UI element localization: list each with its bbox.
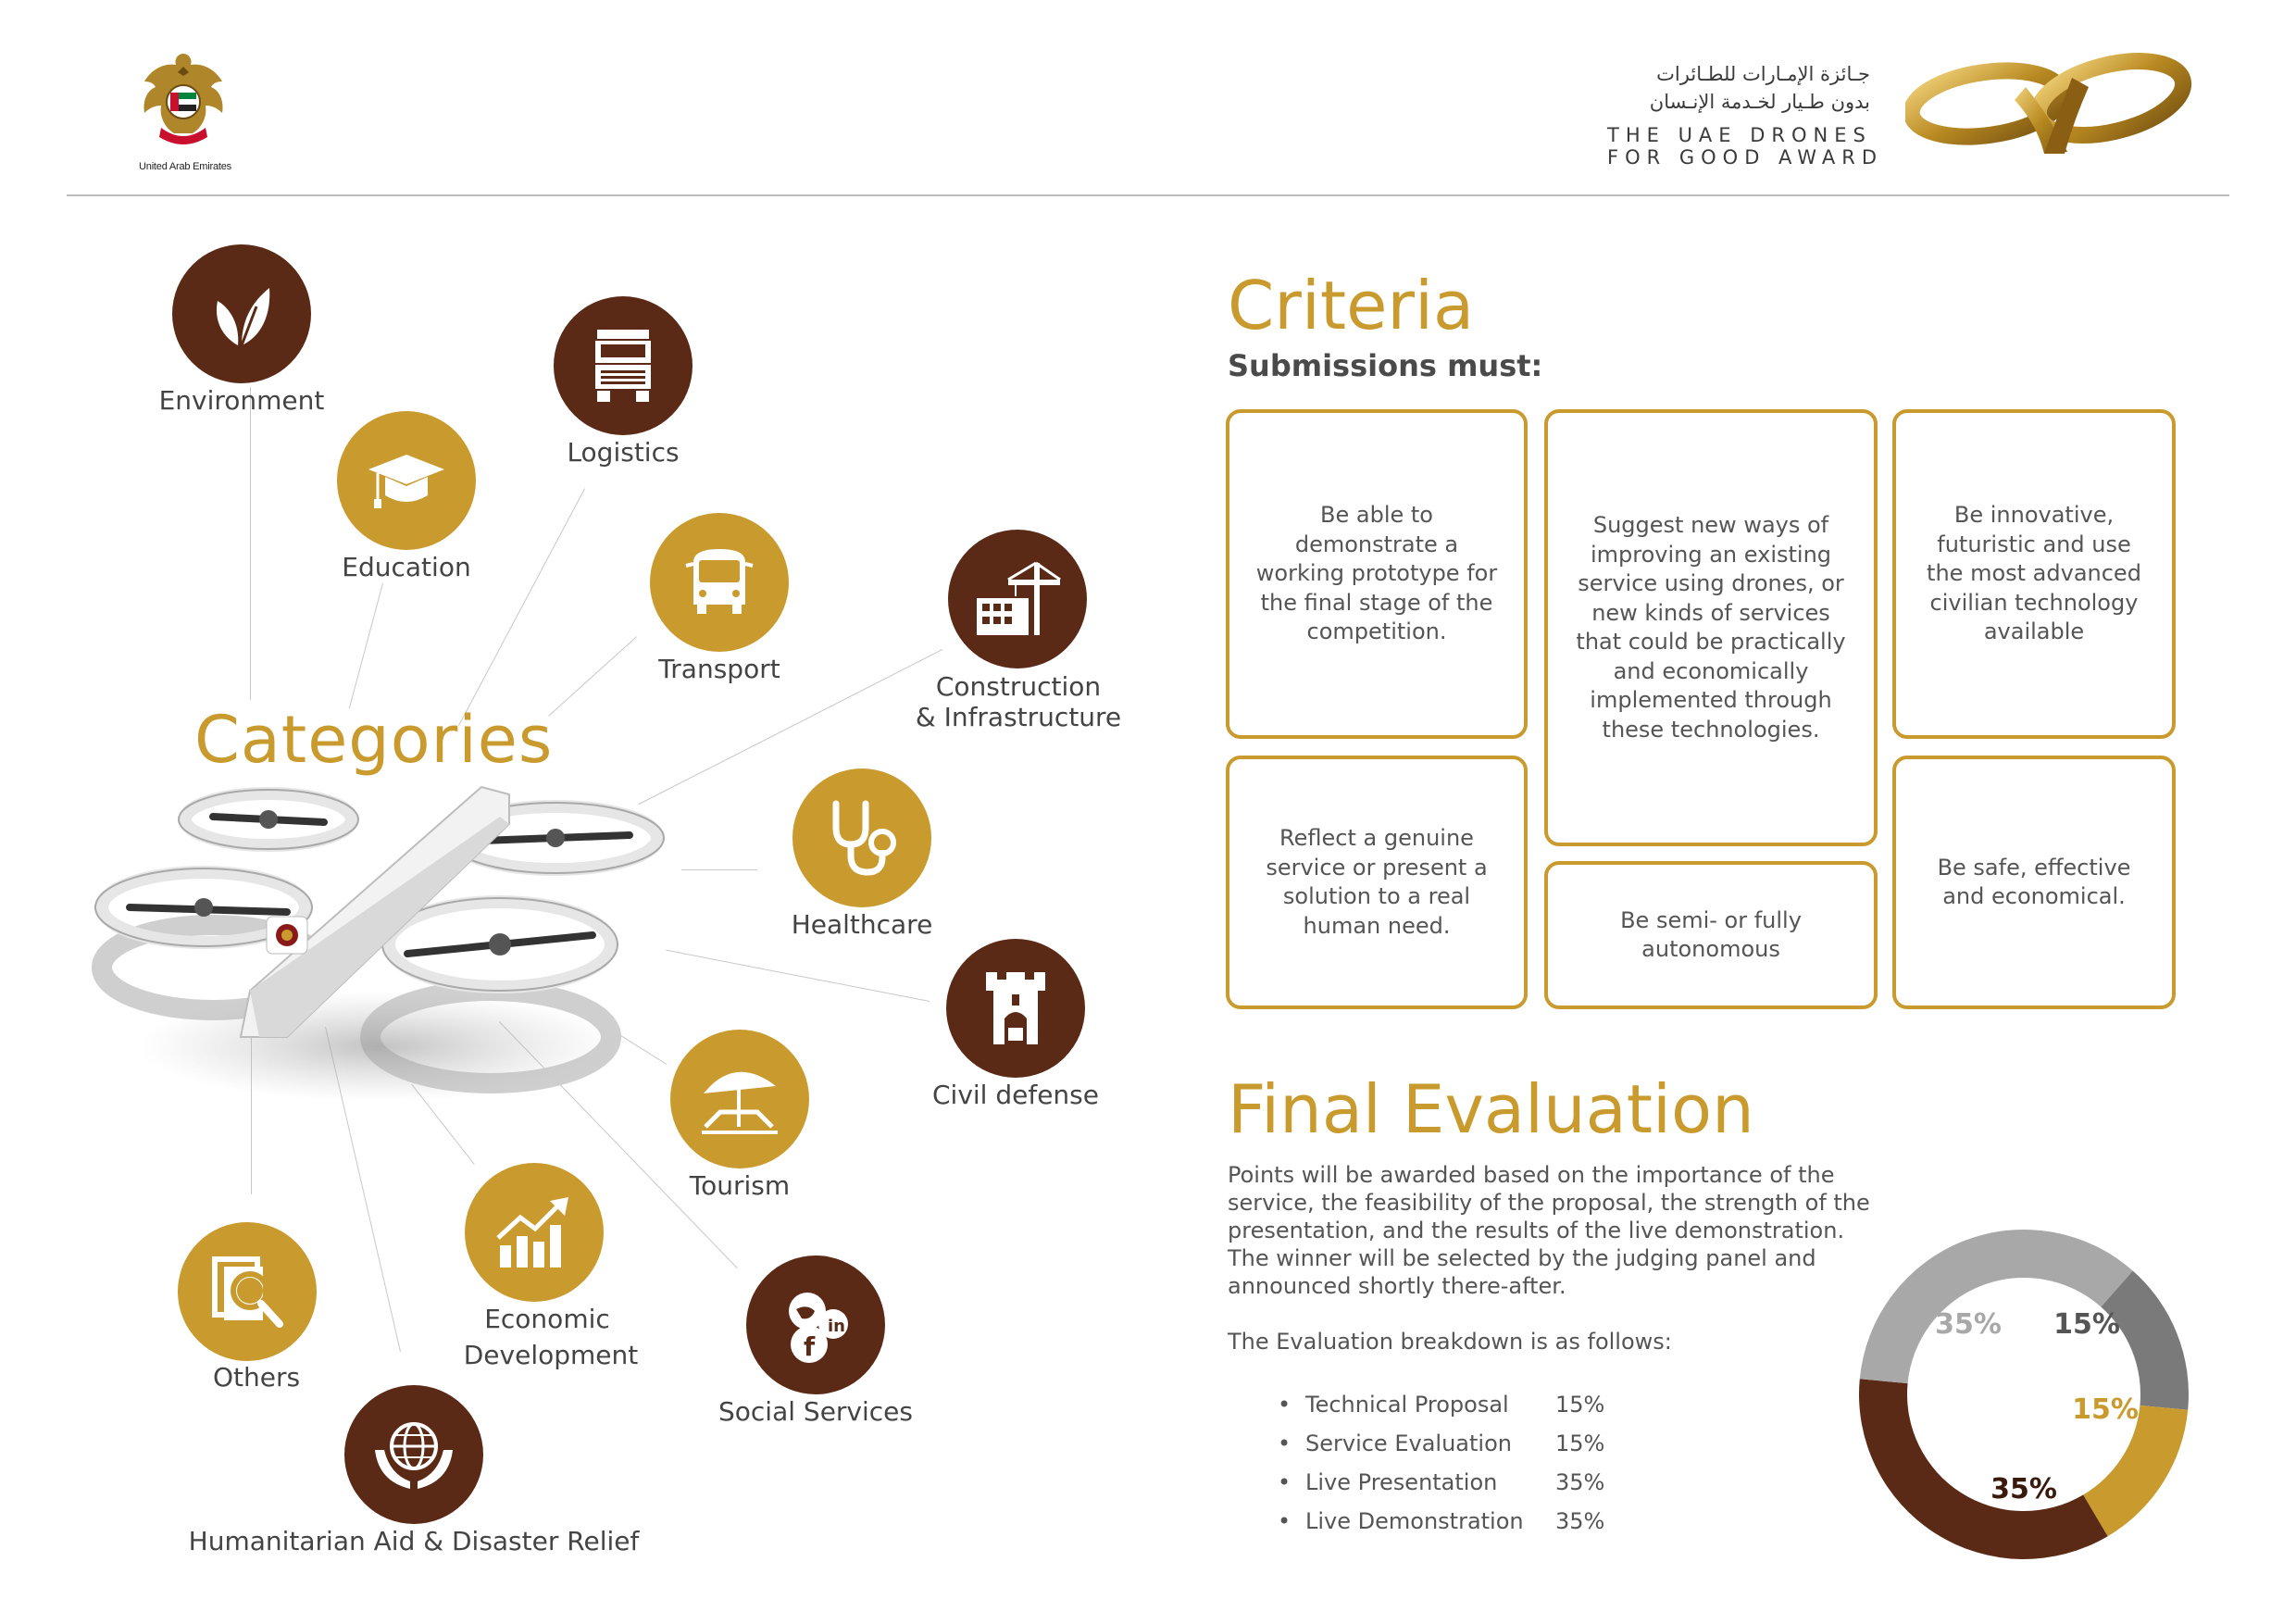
falcon-emblem-icon [137, 48, 230, 159]
criteria-box-safe: Be safe, effective and economical. [1892, 756, 2176, 1009]
truck-icon [588, 326, 658, 406]
categories-title: Categories [194, 702, 554, 778]
list-item: • Service Evaluation 15% [1278, 1430, 1605, 1456]
donut-svg [1857, 1228, 2190, 1561]
category-others [178, 1222, 317, 1361]
social-media-icon [774, 1283, 857, 1367]
category-humanitarian [344, 1385, 483, 1524]
criteria-box-innovative: Be innovative, futuristic and use the most advanced civilian technology available [1892, 409, 2176, 739]
list-item: • Technical Proposal 15% [1278, 1392, 1605, 1418]
category-label-transport: Transport [658, 654, 780, 684]
evaluation-breakdown-intro: The Evaluation breakdown is as follows: [1228, 1329, 1672, 1355]
evaluation-paragraph: Points will be awarded based on the importance of the service, the feasibility of the proposal, the strength of the presentation, and the results of the live demonstration. The winner will be selected by the judging panel and announced shortly there-after. [1228, 1162, 1870, 1299]
category-transport [650, 513, 789, 652]
category-label-healthcare: Healthcare [791, 909, 933, 940]
category-label-tourism: Tourism [689, 1170, 791, 1201]
connector-line [666, 950, 930, 1002]
drone-icon [74, 768, 704, 1120]
donut-label: 35% [1935, 1308, 2002, 1341]
criteria-box-autonomous: Be semi- or fully autonomous [1544, 861, 1878, 1009]
growth-chart-icon [493, 1193, 576, 1271]
category-label-construction-1: Construction [935, 671, 1102, 702]
uae-emblem [137, 48, 230, 159]
tower-icon [979, 967, 1053, 1050]
donut-label: 15% [2053, 1308, 2120, 1341]
globe-hands-icon [369, 1413, 458, 1496]
stethoscope-icon [823, 796, 901, 880]
category-label-logistics: Logistics [567, 437, 680, 468]
category-economic-development [465, 1163, 604, 1302]
category-label-others: Others [212, 1362, 301, 1393]
svg-text:f: f [804, 1331, 816, 1362]
criteria-box-prototype: Be able to demonstrate a working prototype for the final stage of the competition. [1226, 409, 1528, 739]
graduation-cap-icon [365, 443, 448, 518]
category-label-economic-2: Development [463, 1340, 639, 1370]
header-divider [67, 194, 2229, 196]
award-loops-icon [1905, 50, 2192, 167]
category-environment [172, 244, 311, 383]
beach-umbrella-icon [698, 1060, 781, 1138]
category-label-humanitarian: Humanitarian Aid & Disaster Relief [188, 1526, 640, 1556]
award-logo [1905, 50, 2192, 167]
category-civil-defense [946, 939, 1085, 1078]
category-construction [948, 530, 1087, 668]
category-healthcare [792, 768, 931, 907]
category-label-construction-2: & Infrastructure [915, 702, 1122, 732]
category-label-civil-defense: Civil defense [931, 1080, 1099, 1110]
bus-icon [680, 543, 758, 621]
criteria-title: Criteria [1228, 267, 1475, 344]
category-label-economic-1: Economic [484, 1304, 610, 1334]
connector-line [458, 489, 585, 727]
list-item: • Live Demonstration 35% [1278, 1508, 1605, 1534]
category-label-social-services: Social Services [718, 1396, 913, 1427]
search-document-icon [206, 1250, 289, 1333]
connector-line [349, 583, 383, 708]
evaluation-breakdown-list [1278, 1385, 1604, 1541]
criteria-box-new-ways: Suggest new ways of improving an existing service using drones, or new kinds of services that could be practically and economically implemented through these technologies. [1544, 409, 1878, 846]
brand-english-line-1: THE UAE DRONES [1607, 124, 1872, 146]
svg-text:in: in [828, 1317, 845, 1336]
category-label-environment: Environment [158, 385, 325, 416]
evaluation-title: Final Evaluation [1228, 1070, 1754, 1148]
connector-line [250, 387, 251, 700]
category-logistics [554, 296, 693, 435]
criteria-subtitle: Submissions must: [1228, 348, 1543, 383]
criteria-box-genuine-service: Reflect a genuine service or present a solution to a real human need. [1226, 756, 1528, 1009]
donut-label: 35% [1990, 1473, 2057, 1505]
category-label-education: Education [342, 552, 471, 582]
drone-illustration [74, 768, 704, 1120]
crane-icon [971, 557, 1064, 641]
brand-english-line-2: FOR GOOD AWARD [1607, 146, 1884, 169]
category-education [337, 411, 476, 550]
donut-slice [1860, 1230, 2133, 1383]
leaf-icon [203, 275, 281, 353]
donut-label: 15% [2072, 1393, 2139, 1426]
category-tourism [670, 1030, 809, 1168]
brand-arabic-line-1: جـائزة الإمـارات للطـائرات [1656, 63, 1870, 85]
category-social-services [746, 1255, 885, 1394]
brand-arabic-line-2: بدون طـيار لخـدمة الإنـسان [1649, 91, 1870, 113]
emblem-caption: United Arab Emirates [139, 161, 231, 172]
list-item: • Live Presentation 35% [1278, 1469, 1605, 1495]
donut-slice [1859, 1379, 2108, 1559]
evaluation-donut-chart [1857, 1228, 2190, 1561]
